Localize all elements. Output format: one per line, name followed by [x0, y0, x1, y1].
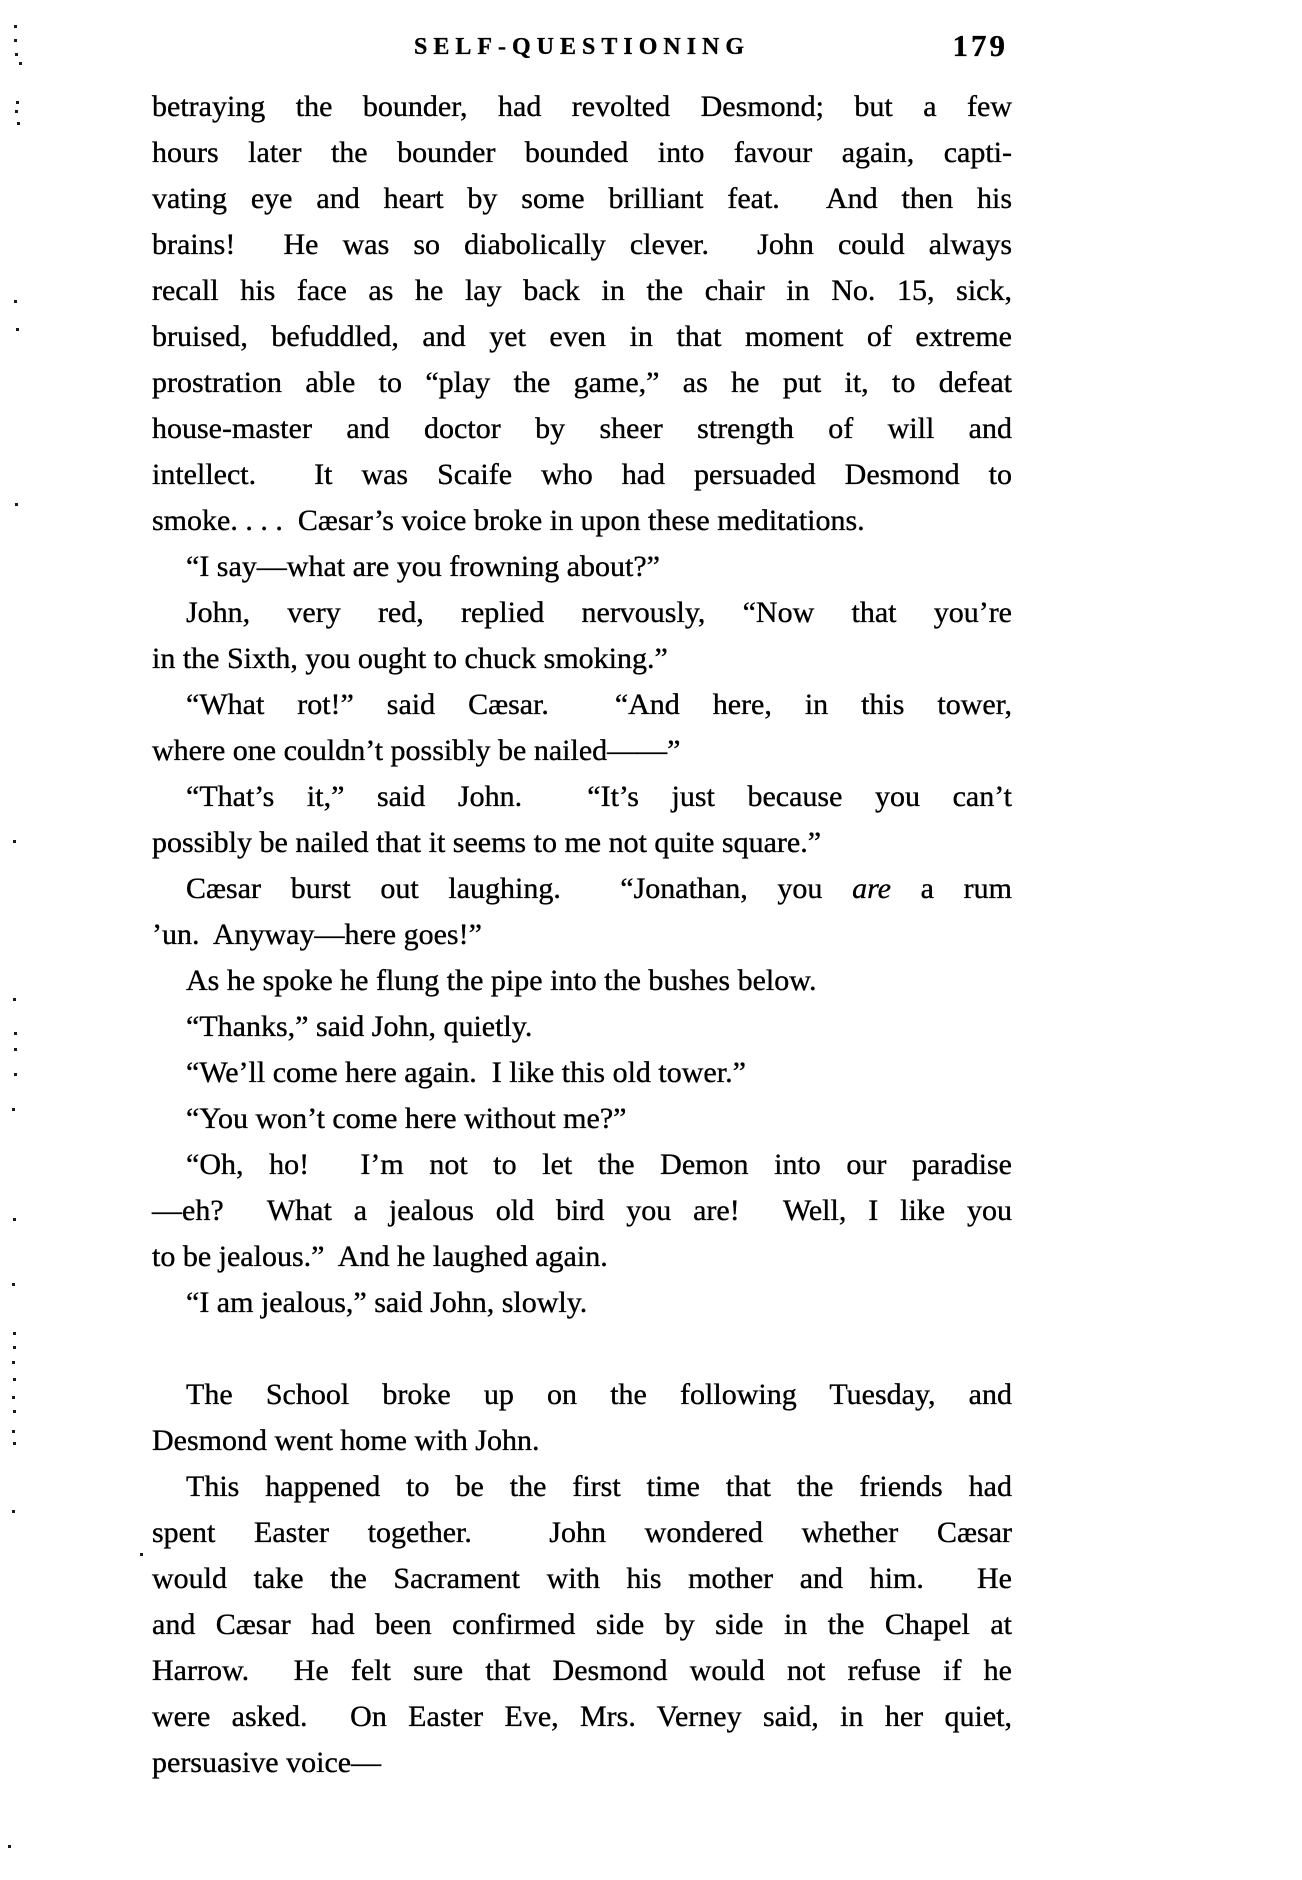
paragraph — [152, 682, 1012, 774]
text-line: Desmond went home with John. — [152, 1424, 540, 1457]
paragraph — [152, 1004, 1012, 1050]
text-line: prostration able to “play the game,” as he put it, to defeat — [152, 366, 1012, 399]
paragraph — [152, 866, 1012, 958]
paragraph — [152, 774, 1012, 866]
page-header — [152, 28, 1012, 72]
text-line: The School broke up on the following Tuesday, and — [186, 1378, 1012, 1411]
text-line: As he spoke he flung the pipe into the bushes below. — [186, 964, 817, 997]
text-line: Cæsar burst out laughing. “Jonathan, you are a rum — [186, 872, 1012, 905]
text-line: John, very red, replied nervously, “Now that you’re — [186, 596, 1012, 629]
running-title: SELF-QUESTIONING — [413, 34, 751, 60]
text-line: recall his face as he lay back in the chair in No. 15, sick, — [152, 274, 1012, 307]
text-line: vating eye and heart by some brilliant feat. And then his — [152, 182, 1012, 215]
text-line: betraying the bounder, had revolted Desmond; but a few — [152, 90, 1012, 123]
text-line: in the Sixth, you ought to chuck smoking.” — [152, 642, 668, 675]
text-line: “That’s it,” said John. “It’s just because you can’t — [186, 780, 1012, 813]
paragraph — [152, 590, 1012, 682]
paragraph — [152, 1096, 1012, 1142]
text-line: intellect. It was Scaife who had persuaded Desmond to — [152, 458, 1012, 491]
text-line: “I say—what are you frowning about?” — [186, 550, 660, 583]
paragraph — [152, 1372, 1012, 1464]
text-line: “Oh, ho! I’m not to let the Demon into our paradise — [186, 1148, 1012, 1181]
paragraph — [152, 1464, 1012, 1786]
text-line: This happened to be the first time that the friends had — [186, 1470, 1012, 1503]
text-line: ’un. Anyway—here goes!” — [152, 918, 482, 951]
text-line: smoke. . . . Cæsar’s voice broke in upon these meditations. — [152, 504, 865, 537]
text-line: “We’ll come here again. I like this old tower.” — [186, 1056, 746, 1089]
text-line: house-master and doctor by sheer strength of will and — [152, 412, 1012, 445]
text-line: Harrow. He felt sure that Desmond would not refuse if he — [152, 1654, 1012, 1687]
text-line: where one couldn’t possibly be nailed——” — [152, 734, 681, 767]
paragraph — [152, 84, 1012, 544]
text-line: and Cæsar had been confirmed side by side in the Chapel at — [152, 1608, 1012, 1641]
text-line: bruised, befuddled, and yet even in that moment of extreme — [152, 320, 1012, 353]
scan-speck — [0, 0, 3, 3]
text-line: “I am jealous,” said John, slowly. — [186, 1286, 588, 1319]
text-line: spent Easter together. John wondered whether Cæsar — [152, 1516, 1012, 1549]
text-line: brains! He was so diabolically clever. John could always — [152, 228, 1012, 261]
text-line: —eh? What a jealous old bird you are! Well, I like you — [152, 1194, 1012, 1227]
paragraph — [152, 958, 1012, 1004]
paragraph — [152, 1142, 1012, 1280]
page-number: 179 — [952, 28, 1008, 63]
text-line: would take the Sacrament with his mother and him. He — [152, 1562, 1012, 1595]
text-block — [152, 84, 1012, 1786]
text-line: were asked. On Easter Eve, Mrs. Verney said, in her quiet, — [152, 1700, 1012, 1733]
text-line: “What rot!” said Cæsar. “And here, in this tower, — [186, 688, 1012, 721]
paragraph — [152, 544, 1012, 590]
text-line: “You won’t come here without me?” — [186, 1102, 627, 1135]
paragraph — [152, 1280, 1012, 1326]
text-line: to be jealous.” And he laughed again. — [152, 1240, 608, 1273]
text-line: “Thanks,” said John, quietly. — [186, 1010, 533, 1043]
text-line: possibly be nailed that it seems to me not quite square.” — [152, 826, 822, 859]
text-line: persuasive voice— — [152, 1746, 382, 1779]
text-line: hours later the bounder bounded into favour again, capti- — [152, 136, 1012, 169]
paragraph — [152, 1050, 1012, 1096]
